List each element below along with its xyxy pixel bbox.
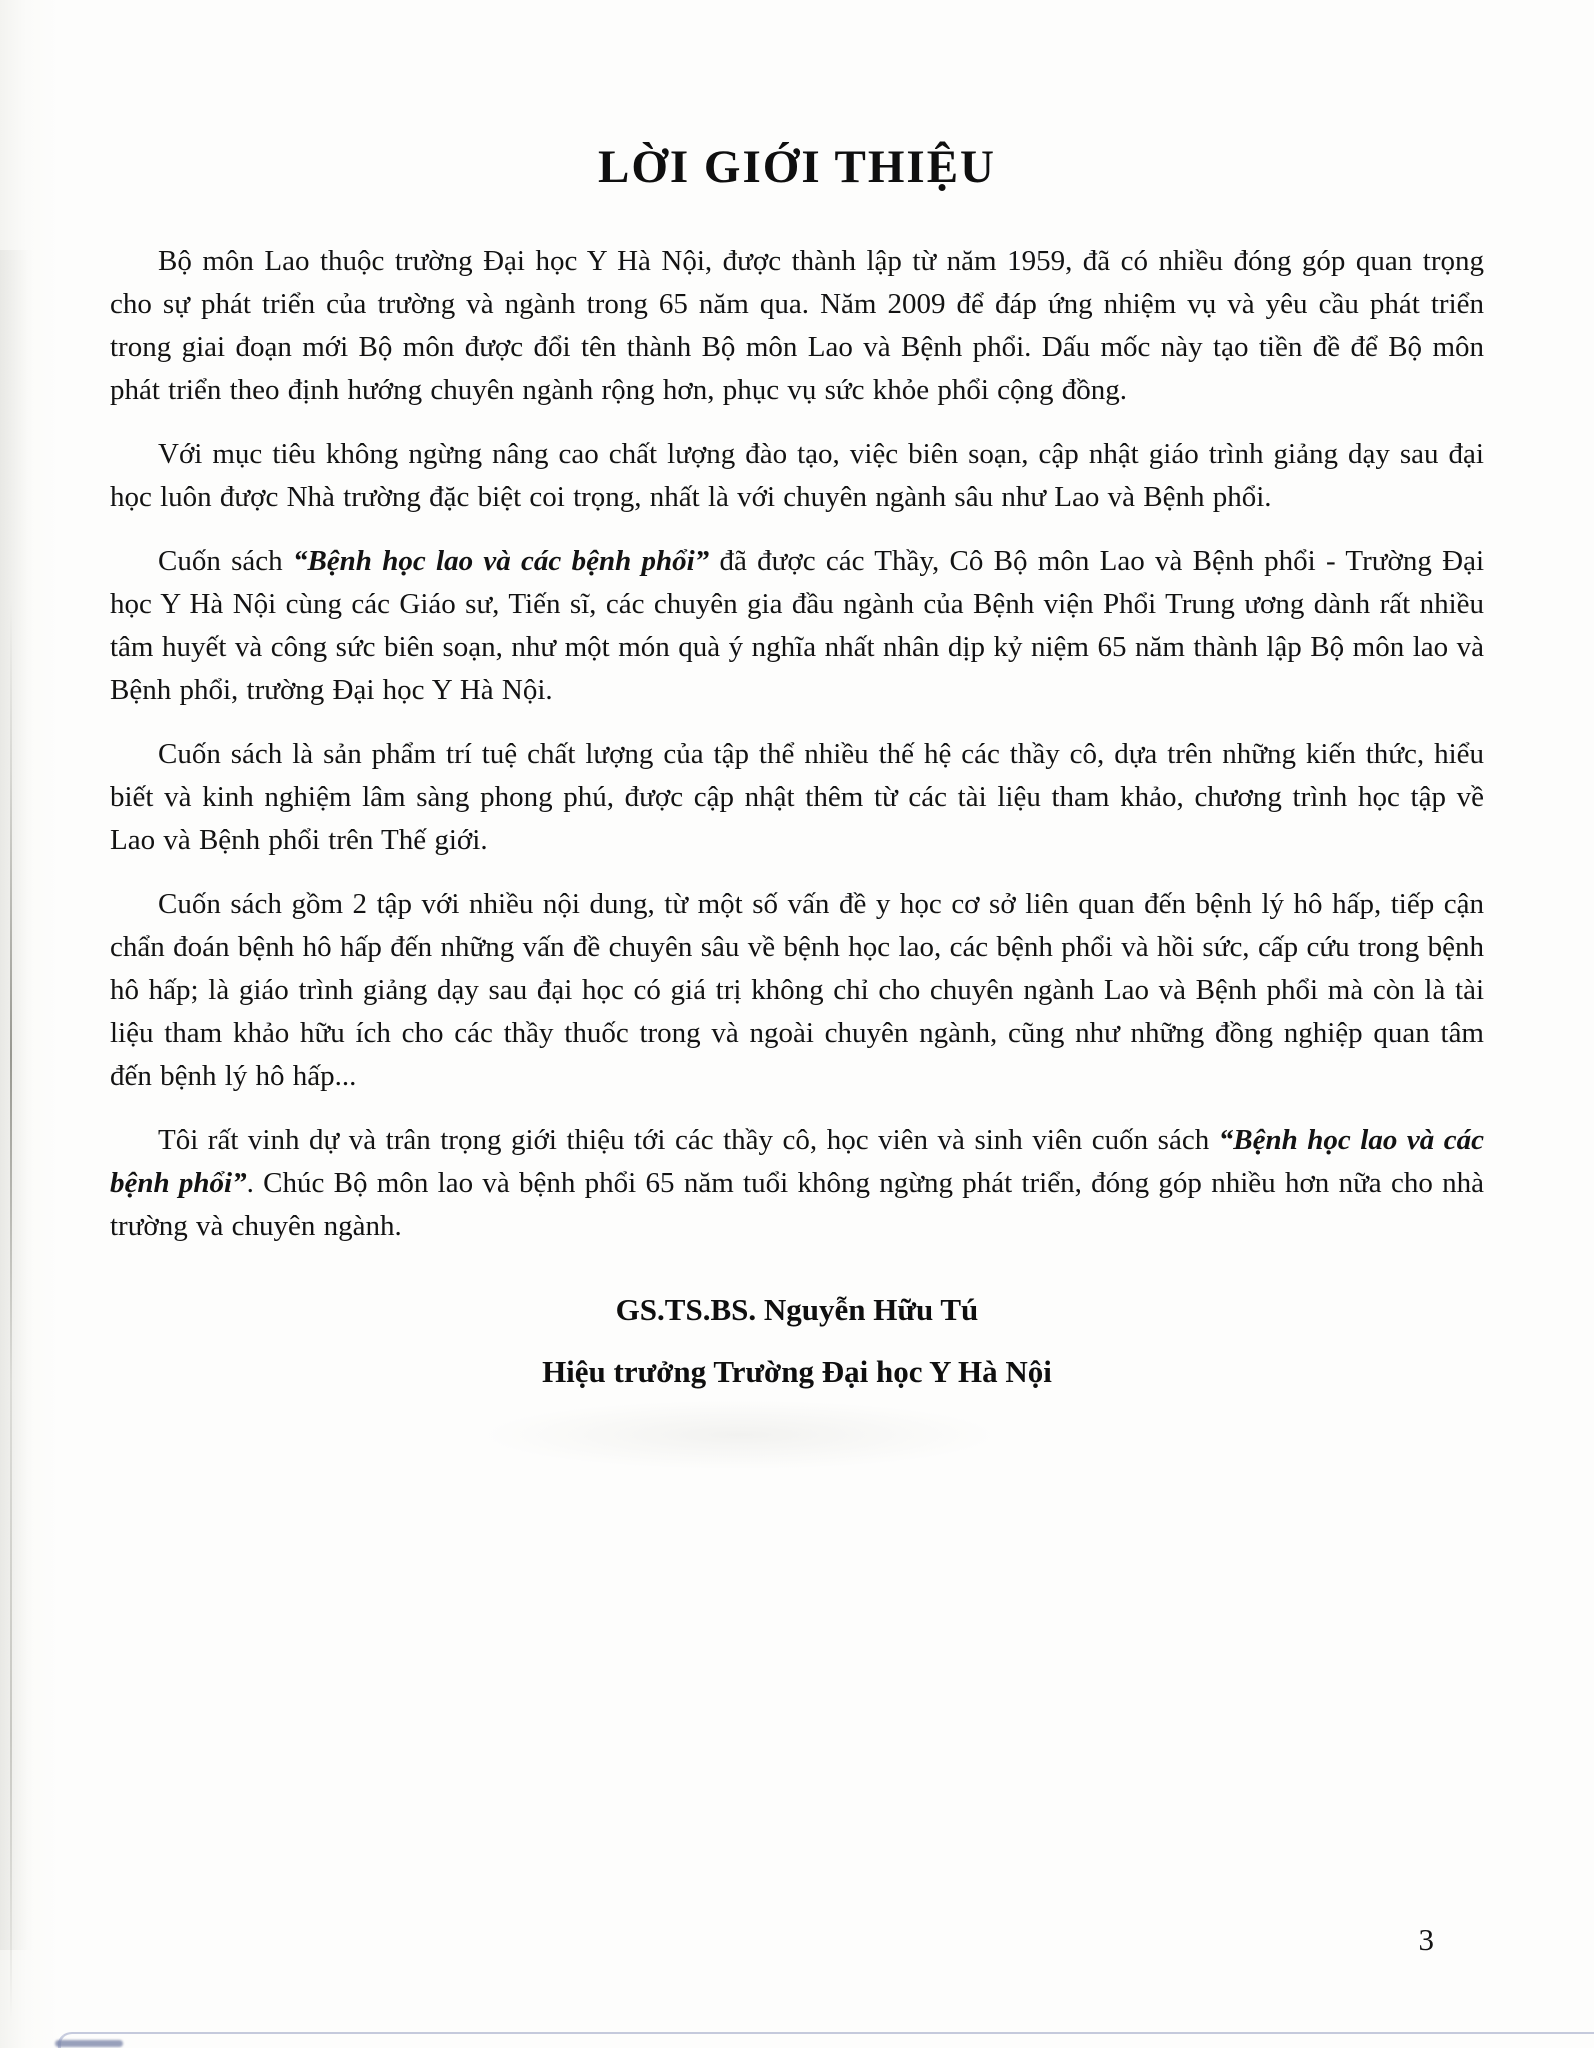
signature-role: Hiệu trưởng Trường Đại học Y Hà Nội [542,1354,1052,1389]
paragraph-text: đã được các Thầy, Cô Bộ môn Lao và Bệnh phổi - Trường Đại học Y Hà Nội cùng các Giáo sư, Tiến sĩ, các chuyên gia đầu ngành của Bệnh viện Phổi Trung ương dành rất nhiều tâm huyết và công sức biên soạn, như một món quà ý nghĩa nhất nhân dịp kỷ niệm 65 năm thành lập Bộ môn lao và Bệnh phổi, trường Đại học Y Hà Nội. [110,545,1484,706]
page-title: LỜI GIỚI THIỆU [597,141,997,193]
page-number: 3 [1418,1922,1434,1957]
scan-left-shading [0,250,40,1950]
paragraph-text: Tôi rất vinh dự và trân trọng giới thiệu tới các thầy cô, học viên và sinh viên cuốn sách [158,1124,1219,1156]
paragraph-goal [110,433,1484,519]
book-title-emphasis: “Bệnh học lao và các bệnh phổi” [110,1124,1484,1199]
paragraph-text: Bộ môn Lao thuộc trường Đại học Y Hà Nội, được thành lập từ năm 1959, đã có nhiều đóng góp quan trọng cho sự phát triển của trường và ngành trong 65 năm qua. Năm 2009 để đáp ứng nhiệm vụ và yêu cầu phát triển trong giai đoạn mới Bộ môn được đổi tên thành Bộ môn Lao và Bệnh phổi. Dấu mốc này tạo tiền đề để Bộ môn phát triển theo định hướng chuyên ngành rộng hơn, phục vụ sức khỏe phổi cộng đồng. [110,245,1484,406]
paragraph-text: Cuốn sách [158,545,293,577]
paragraph-history [110,240,1484,412]
scan-fold-line [10,600,12,2020]
paragraph-book-contents [110,883,1484,1098]
book-title-emphasis: “Bệnh học lao và các bệnh phổi” [292,545,710,577]
document-content [110,140,1484,1390]
paragraph-text: Cuốn sách là sản phẩm trí tuệ chất lượng của tập thể nhiều thế hệ các thầy cô, dựa trên những kiến thức, hiểu biết và kinh nghiệm lâm sàng phong phú, được cập nhật thêm từ các tài liệu tham khảo, chương trình học tập về Lao và Bệnh phổi trên Thế giới. [110,738,1484,856]
scan-smudge [480,1400,1000,1470]
paragraph-book-authors [110,540,1484,712]
paragraph-book-quality [110,733,1484,862]
signature-name: GS.TS.BS. Nguyễn Hữu Tú [615,1292,979,1327]
signature-block [110,1292,1484,1390]
paragraph-text: . Chúc Bộ môn lao và bệnh phổi 65 năm tuổi không ngừng phát triển, đóng góp nhiều hơn nữa cho nhà trường và chuyên ngành. [110,1167,1484,1242]
paragraph-closing [110,1119,1484,1248]
paragraph-text: Cuốn sách gồm 2 tập với nhiều nội dung, từ một số vấn đề y học cơ sở liên quan đến bệnh lý hô hấp, tiếp cận chẩn đoán bệnh hô hấp đến những vấn đề chuyên sâu về bệnh học lao, các bệnh phổi và hồi sức, cấp cứu trong bệnh hô hấp; là giáo trình giảng dạy sau đại học có giá trị không chỉ cho chuyên ngành Lao và Bệnh phổi mà còn là tài liệu tham khảo hữu ích cho các thầy thuốc trong và ngoài chuyên ngành, cũng như những đồng nghiệp quan tâm đến bệnh lý hô hấp... [110,888,1484,1092]
scan-bottom-smudge [55,2040,123,2047]
paragraph-text: Với mục tiêu không ngừng nâng cao chất lượng đào tạo, việc biên soạn, cập nhật giáo trình giảng dạy sau đại học luôn được Nhà trường đặc biệt coi trọng, nhất là với chuyên ngành sâu như Lao và Bệnh phổi. [110,438,1484,513]
scan-bottom-edge [58,2032,1594,2048]
